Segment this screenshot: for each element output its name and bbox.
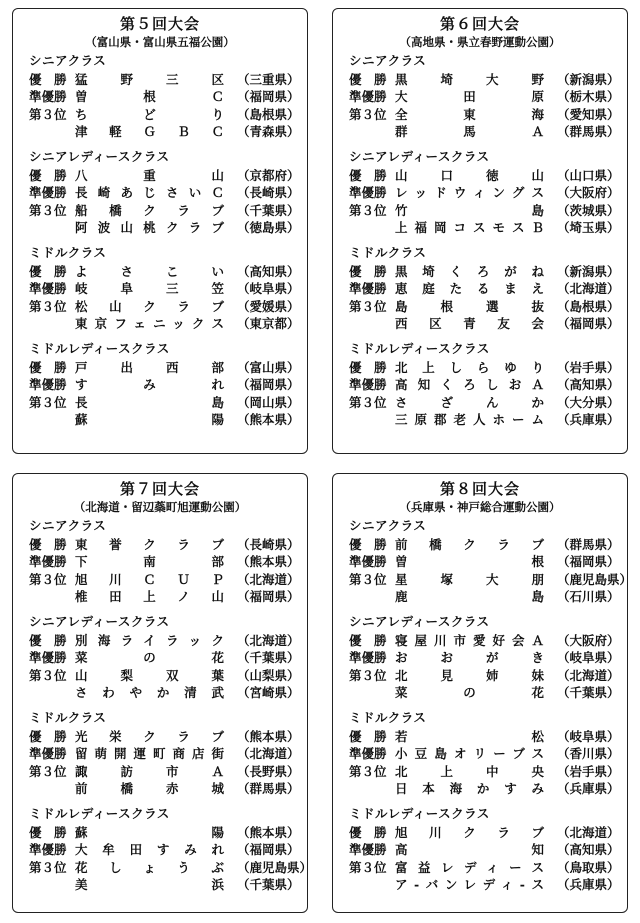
- result-row: [333, 184, 627, 202]
- rank-label: 第３位: [349, 667, 387, 683]
- rank-label: 優 勝: [349, 536, 387, 552]
- prefecture: （兵庫県）: [557, 877, 620, 893]
- result-row: [333, 315, 627, 333]
- class-heading: ミドルクラス: [29, 710, 107, 725]
- rank-label: 優 勝: [29, 536, 67, 552]
- rank-label: 準優勝: [29, 554, 67, 570]
- rank-label: 準優勝: [349, 89, 387, 105]
- team-name: 竹島: [395, 202, 545, 218]
- team-name: 黒埼大野: [395, 71, 545, 87]
- result-row: [13, 858, 313, 876]
- team-name: 山口徳山: [395, 167, 545, 183]
- rank-label: 準優勝: [349, 842, 387, 858]
- team-name: ア-バンレディ-ス: [395, 877, 545, 893]
- prefecture: （山梨県）: [237, 667, 300, 683]
- rank-label: 準優勝: [349, 554, 387, 570]
- result-row: [13, 780, 307, 798]
- class-heading: ミドルレディースクラス: [29, 806, 170, 821]
- result-row: [333, 666, 627, 684]
- prefecture: （兵庫県）: [557, 412, 620, 428]
- rank-label: 第３位: [349, 859, 387, 875]
- class-section: [13, 341, 307, 428]
- result-row: [333, 858, 627, 876]
- rank-label: 優 勝: [29, 632, 67, 648]
- prefecture: （鹿児島県）: [557, 571, 633, 587]
- prefecture: （群馬県）: [557, 536, 620, 552]
- rank-label: 優 勝: [29, 71, 67, 87]
- rank-label: 準優勝: [29, 185, 67, 201]
- class-heading: ミドルクラス: [349, 245, 427, 260]
- class-section: [13, 518, 307, 605]
- team-name: 諏訪市Ａ: [75, 763, 225, 779]
- team-name: 八重山: [75, 167, 225, 183]
- result-row: [333, 631, 627, 649]
- result-row: [13, 876, 307, 894]
- team-name: 菜の花: [395, 685, 545, 701]
- tournament-panel-5: [12, 8, 308, 454]
- prefecture: （愛媛県）: [237, 298, 300, 314]
- team-name: 富益レディース: [395, 859, 545, 875]
- prefecture: （新潟県）: [557, 263, 620, 279]
- result-row: [333, 841, 627, 859]
- result-row: [13, 535, 307, 553]
- prefecture: （北海道）: [557, 281, 620, 297]
- prefecture: （三重県）: [237, 71, 300, 87]
- team-name: 西区青友会: [395, 316, 545, 332]
- prefecture: （高知県）: [557, 842, 620, 858]
- prefecture: （富山県）: [237, 359, 300, 375]
- tournament-venue: （兵庫県・神戸総合運動公園）: [399, 500, 561, 514]
- result-row: [333, 88, 627, 106]
- team-name: 美浜: [75, 877, 225, 893]
- prefecture: （京都府）: [237, 167, 300, 183]
- result-row: [333, 535, 627, 553]
- rank-label: 優 勝: [349, 71, 387, 87]
- tournament-title: 第７回大会: [119, 480, 200, 498]
- team-name: 星塚大朋: [395, 571, 545, 587]
- prefecture: （北海道）: [237, 746, 300, 762]
- class-section: [333, 149, 627, 236]
- class-section: [13, 53, 307, 140]
- team-name: 椎田上ノ山: [75, 589, 225, 605]
- result-row: [13, 358, 307, 376]
- prefecture: （熊本県）: [237, 554, 300, 570]
- prefecture: （長野県）: [237, 763, 300, 779]
- class-section: [333, 341, 627, 428]
- result-row: [333, 262, 627, 280]
- tournament-title: 第６回大会: [439, 15, 520, 33]
- rank-label: 優 勝: [349, 359, 387, 375]
- prefecture: （北海道）: [237, 632, 300, 648]
- tournament-title: 第５回大会: [119, 15, 200, 33]
- result-row: [13, 105, 307, 123]
- result-row: [333, 780, 627, 798]
- result-row: [13, 666, 307, 684]
- team-name: 猛野三区: [75, 71, 225, 87]
- class-section: [13, 149, 307, 236]
- prefecture: （島根県）: [237, 106, 300, 122]
- prefecture: （岡山県）: [237, 394, 300, 410]
- rank-label: 優 勝: [349, 167, 387, 183]
- team-name: 岐阜三笠: [75, 281, 225, 297]
- prefecture: （長崎県）: [237, 185, 300, 201]
- class-section: [333, 710, 627, 797]
- rank-label: 準優勝: [29, 281, 67, 297]
- rank-label: 準優勝: [349, 377, 387, 393]
- rank-label: 第３位: [29, 298, 67, 314]
- team-name: 船橋クラブ: [75, 202, 225, 218]
- prefecture: （島根県）: [557, 298, 620, 314]
- class-section: [333, 614, 627, 701]
- tournament-title: 第８回大会: [439, 480, 520, 498]
- class-heading: ミドルレディースクラス: [29, 341, 170, 356]
- team-name: おおがき: [395, 650, 545, 666]
- rank-label: 準優勝: [349, 650, 387, 666]
- result-row: [13, 88, 307, 106]
- team-name: 上福岡コスモスＢ: [395, 220, 545, 236]
- team-name: 旭川クラブ: [395, 824, 545, 840]
- prefecture: （群馬県）: [237, 781, 300, 797]
- team-name: 三原郡老人ホーム: [395, 412, 545, 428]
- prefecture: （高知県）: [237, 263, 300, 279]
- result-row: [333, 105, 627, 123]
- tournament-venue: （北海道・留辺蘂町旭運動公園）: [73, 500, 247, 514]
- team-name: 下南部: [75, 554, 225, 570]
- prefecture: （長崎県）: [237, 536, 300, 552]
- class-section: [13, 710, 307, 797]
- rank-label: 第３位: [349, 106, 387, 122]
- prefecture: （鹿児島県）: [237, 859, 313, 875]
- prefecture: （大阪府）: [557, 185, 620, 201]
- prefecture: （宮崎県）: [237, 685, 300, 701]
- result-row: [333, 649, 627, 667]
- result-row: [333, 297, 627, 315]
- result-row: [13, 631, 307, 649]
- prefecture: （熊本県）: [237, 412, 300, 428]
- class-heading: シニアクラス: [29, 518, 107, 533]
- team-name: 戸出西部: [75, 359, 225, 375]
- team-name: 津軽ＧＢＣ: [75, 124, 225, 140]
- team-name: レッドウィングス: [395, 185, 545, 201]
- result-row: [333, 411, 627, 429]
- result-row: [13, 393, 307, 411]
- class-heading: ミドルレディースクラス: [349, 806, 490, 821]
- rank-label: 優 勝: [29, 167, 67, 183]
- prefecture: （福岡県）: [237, 89, 300, 105]
- rank-label: 準優勝: [349, 746, 387, 762]
- prefecture: （茨城県）: [557, 202, 620, 218]
- result-row: [333, 201, 627, 219]
- prefecture: （愛知県）: [557, 106, 620, 122]
- class-section: [13, 614, 307, 701]
- team-name: 前橋赤城: [75, 781, 225, 797]
- prefecture: （栃木県）: [557, 89, 620, 105]
- team-name: 北上しらゆり: [395, 359, 545, 375]
- tournament-venue: （富山県・富山県五福公園）: [85, 35, 235, 49]
- class-section: [13, 245, 307, 332]
- tournament-panel-7: [12, 473, 313, 913]
- rank-label: 第３位: [349, 571, 387, 587]
- rank-label: 優 勝: [29, 728, 67, 744]
- team-name: さわやか清武: [75, 685, 225, 701]
- result-row: [13, 315, 307, 333]
- prefecture: （埼玉県）: [557, 220, 620, 236]
- class-heading: シニアレディースクラス: [349, 614, 490, 629]
- prefecture: （北海道）: [557, 824, 620, 840]
- rank-label: 優 勝: [29, 824, 67, 840]
- prefecture: （大分県）: [557, 394, 620, 410]
- team-name: 旭川ＣＵＰ: [75, 571, 225, 587]
- prefecture: （高知県）: [557, 377, 620, 393]
- team-name: 北見姉妹: [395, 667, 545, 683]
- team-name: 松山クラブ: [75, 298, 225, 314]
- result-row: [13, 280, 307, 298]
- prefecture: （大阪府）: [557, 632, 620, 648]
- team-name: ちどり: [75, 106, 225, 122]
- prefecture: （岐阜県）: [237, 281, 300, 297]
- result-row: [13, 649, 307, 667]
- result-row: [13, 262, 307, 280]
- team-name: 若松: [395, 728, 545, 744]
- team-name: よさこい: [75, 263, 225, 279]
- team-name: 黒埼くろがね: [395, 263, 545, 279]
- team-name: 長島: [75, 394, 225, 410]
- prefecture: （新潟県）: [557, 71, 620, 87]
- class-heading: シニアレディースクラス: [29, 149, 170, 164]
- class-section: [333, 806, 627, 893]
- result-row: [13, 166, 307, 184]
- prefecture: （福岡県）: [237, 842, 300, 858]
- team-name: 恵庭たるまえ: [395, 281, 545, 297]
- class-heading: シニアクラス: [349, 518, 427, 533]
- team-name: 高知: [395, 842, 545, 858]
- rank-label: 優 勝: [29, 359, 67, 375]
- class-heading: シニアレディースクラス: [29, 614, 170, 629]
- team-name: 阿波山桃クラブ: [75, 220, 225, 236]
- result-row: [333, 358, 627, 376]
- rank-label: 準優勝: [29, 650, 67, 666]
- team-name: さざんか: [395, 394, 545, 410]
- rank-label: 準優勝: [29, 842, 67, 858]
- rank-label: 優 勝: [29, 263, 67, 279]
- result-row: [13, 684, 307, 702]
- team-name: 東京フェニックス: [75, 316, 225, 332]
- prefecture: （福岡県）: [557, 554, 620, 570]
- team-name: 蘇陽: [75, 412, 225, 428]
- rank-label: 第３位: [349, 202, 387, 218]
- prefecture: （千葉県）: [557, 685, 620, 701]
- prefecture: （鳥取県）: [557, 859, 620, 875]
- team-name: 北上中央: [395, 763, 545, 779]
- result-row: [13, 219, 307, 237]
- class-heading: シニアクラス: [29, 53, 107, 68]
- team-name: 寝屋川市愛好会Ａ: [395, 632, 545, 648]
- prefecture: （熊本県）: [237, 824, 300, 840]
- rank-label: 優 勝: [349, 728, 387, 744]
- team-name: すみれ: [75, 377, 225, 393]
- rank-label: 準優勝: [349, 281, 387, 297]
- prefecture: （福岡県）: [237, 589, 300, 605]
- result-row: [333, 745, 627, 763]
- team-name: 別海ライラック: [75, 632, 225, 648]
- tournament-venue: （高地県・県立春野運動公園）: [399, 35, 561, 49]
- prefecture: （千葉県）: [237, 202, 300, 218]
- rank-label: 準優勝: [29, 746, 67, 762]
- tournament-panel-8: [332, 473, 633, 913]
- rank-label: 第３位: [349, 394, 387, 410]
- result-row: [333, 376, 627, 394]
- rank-label: 準優勝: [29, 377, 67, 393]
- prefecture: （東京都）: [237, 316, 300, 332]
- result-row: [13, 201, 307, 219]
- result-row: [333, 684, 627, 702]
- rank-label: 第３位: [29, 571, 67, 587]
- class-heading: ミドルクラス: [349, 710, 427, 725]
- prefecture: （群馬県）: [557, 124, 620, 140]
- prefecture: （岩手県）: [557, 763, 620, 779]
- prefecture: （北海道）: [237, 571, 300, 587]
- class-section: [333, 245, 627, 332]
- team-name: 日本海かすみ: [395, 781, 545, 797]
- team-name: 島根選抜: [395, 298, 545, 314]
- team-name: 大田原: [395, 89, 545, 105]
- prefecture: （熊本県）: [237, 728, 300, 744]
- prefecture: （千葉県）: [237, 650, 300, 666]
- prefecture: （山口県）: [557, 167, 620, 183]
- class-section: [333, 518, 633, 605]
- team-name: 光栄クラブ: [75, 728, 225, 744]
- rank-label: 優 勝: [349, 632, 387, 648]
- rank-label: 準優勝: [349, 185, 387, 201]
- result-row: [13, 123, 307, 141]
- result-row: [333, 588, 627, 606]
- rank-label: 第３位: [29, 667, 67, 683]
- prefecture: （石川県）: [557, 589, 620, 605]
- result-row: [13, 727, 307, 745]
- team-name: 前橋クラブ: [395, 536, 545, 552]
- result-row: [13, 376, 307, 394]
- result-row: [333, 876, 627, 894]
- result-row: [13, 570, 307, 588]
- prefecture: （千葉県）: [237, 877, 300, 893]
- team-name: 長崎あじさいＣ: [75, 185, 225, 201]
- result-row: [333, 570, 633, 588]
- result-row: [13, 588, 307, 606]
- result-row: [333, 280, 627, 298]
- prefecture: （兵庫県）: [557, 781, 620, 797]
- team-name: 鹿島: [395, 589, 545, 605]
- result-row: [13, 70, 307, 88]
- rank-label: 第３位: [29, 106, 67, 122]
- prefecture: （岐阜県）: [557, 650, 620, 666]
- prefecture: （青森県）: [237, 124, 300, 140]
- rank-label: 第３位: [349, 298, 387, 314]
- class-heading: ミドルレディースクラス: [349, 341, 490, 356]
- class-section: [13, 806, 313, 893]
- result-row: [333, 727, 627, 745]
- result-row: [13, 184, 307, 202]
- team-name: 高知くろしおＡ: [395, 377, 545, 393]
- result-row: [13, 841, 307, 859]
- prefecture: （福岡県）: [557, 316, 620, 332]
- result-row: [333, 166, 627, 184]
- rank-label: 準優勝: [29, 89, 67, 105]
- result-row: [333, 70, 627, 88]
- result-row: [13, 762, 307, 780]
- team-name: 東誉クラブ: [75, 536, 225, 552]
- rank-label: 第３位: [29, 202, 67, 218]
- result-row: [13, 297, 307, 315]
- team-name: 全東海: [395, 106, 545, 122]
- prefecture: （徳島県）: [237, 220, 300, 236]
- result-row: [333, 553, 627, 571]
- result-row: [13, 553, 307, 571]
- result-row: [13, 823, 307, 841]
- result-row: [13, 745, 307, 763]
- prefecture: （岐阜県）: [557, 728, 620, 744]
- rank-label: 第３位: [29, 763, 67, 779]
- result-row: [333, 393, 627, 411]
- result-row: [333, 823, 627, 841]
- team-name: 留萌開運町商店街: [75, 746, 225, 762]
- class-section: [333, 53, 627, 140]
- prefecture: （香川県）: [557, 746, 620, 762]
- result-row: [333, 762, 627, 780]
- team-name: 大牟田すみれ: [75, 842, 225, 858]
- rank-label: 第３位: [29, 859, 67, 875]
- result-row: [13, 411, 307, 429]
- prefecture: （福岡県）: [237, 377, 300, 393]
- prefecture: （北海道）: [557, 667, 620, 683]
- class-heading: シニアレディースクラス: [349, 149, 490, 164]
- team-name: 曽根: [395, 554, 545, 570]
- tournament-panel-6: [332, 8, 628, 454]
- class-heading: ミドルクラス: [29, 245, 107, 260]
- prefecture: （岩手県）: [557, 359, 620, 375]
- team-name: 小豆島オリーブス: [395, 746, 545, 762]
- rank-label: 第３位: [349, 763, 387, 779]
- team-name: 山梨双葉: [75, 667, 225, 683]
- team-name: 群馬Ａ: [395, 124, 545, 140]
- team-name: 蘇陽: [75, 824, 225, 840]
- rank-label: 優 勝: [349, 824, 387, 840]
- result-row: [333, 219, 627, 237]
- result-row: [333, 123, 627, 141]
- team-name: 花しょうぶ: [75, 859, 225, 875]
- rank-label: 優 勝: [349, 263, 387, 279]
- team-name: 菜の花: [75, 650, 225, 666]
- team-name: 曽根Ｃ: [75, 89, 225, 105]
- rank-label: 第３位: [29, 394, 67, 410]
- class-heading: シニアクラス: [349, 53, 427, 68]
